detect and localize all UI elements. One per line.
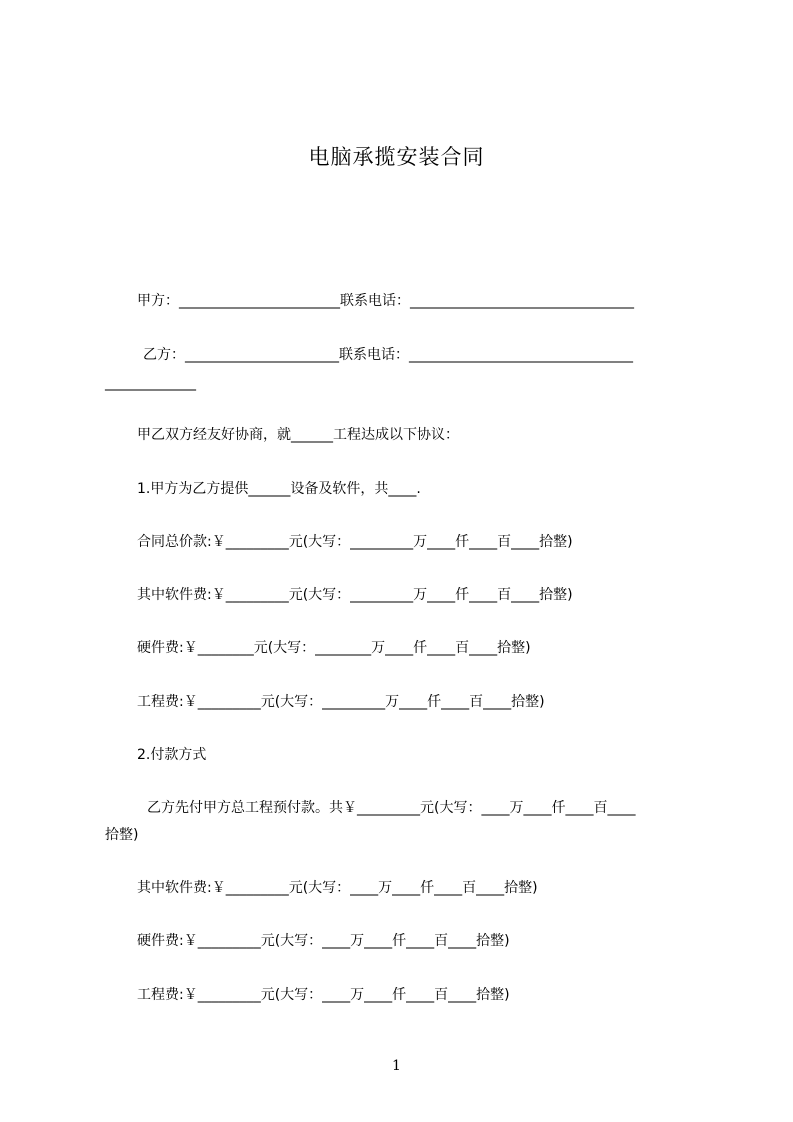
party-b-line-continuation: _____________ [105,375,196,391]
total-price-line: 合同总价款:￥_________元(大写：_________万____仟____百____拾整) [137,534,573,550]
clause-2-heading: 2.付款方式 [137,747,207,763]
prepayment-line: 乙方先付甲方总工程预付款。共￥_________元(大写：____万____仟____百____ [147,800,636,816]
hardware-fee-line: 硬件费:￥________元(大写：________万____仟____百____拾整) [137,640,531,656]
agreement-intro: 甲乙双方经友好协商，就______工程达成以下协议： [137,427,459,443]
party-b-line: 乙方：______________________联系电话：________________________________ [143,347,633,363]
clause-1-heading: 1.甲方为乙方提供______设备及软件，共____. [137,481,421,497]
page-number: 1 [392,1058,401,1074]
software-fee-line: 其中软件费:￥_________元(大写：_________万____仟____百____拾整) [137,587,573,603]
prepay-software-fee-line: 其中软件费:￥_________元(大写：____万____仟____百____拾整) [137,880,538,896]
party-a-line: 甲方：_______________________联系电话：________________________________ [137,293,634,309]
document-title: 电脑承揽安装合同 [308,145,485,169]
prepay-hardware-fee-line: 硬件费:￥_________元(大写：____万____仟____百____拾整) [137,933,510,949]
prepay-engineering-fee-line: 工程费:￥_________元(大写：____万____仟____百____拾整) [137,987,510,1003]
engineering-fee-line: 工程费:￥_________元(大写：_________万____仟____百____拾整) [137,694,545,710]
prepayment-line-continuation: 拾整) [105,827,139,843]
